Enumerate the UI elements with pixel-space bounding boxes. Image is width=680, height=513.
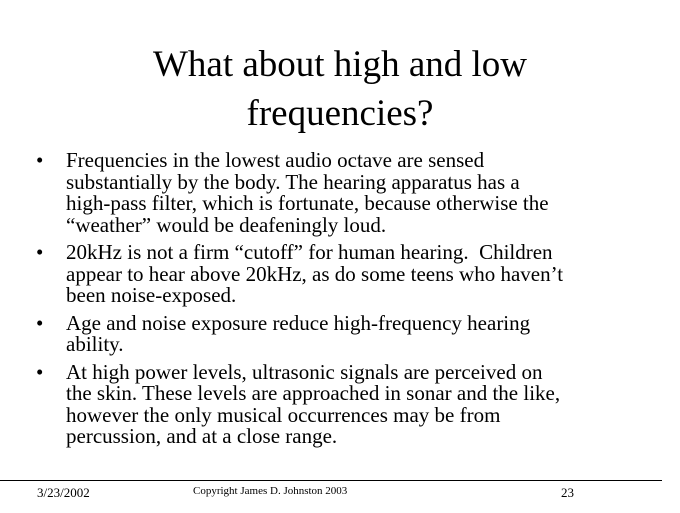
slide-title: [60, 40, 620, 138]
bullet-item-4: [36, 359, 646, 448]
bullet-list: [36, 150, 646, 454]
slide-title-line-2: frequencies?: [246, 93, 434, 134]
bullet-1-line-2: substantially by the body. The hearing apparatus has a: [66, 169, 520, 194]
bullet-1-line-4: “weather” would be deafeningly loud.: [66, 212, 387, 237]
bullet-4-line-1: At high power levels, ultrasonic signals are perceived on: [66, 359, 543, 384]
footer-page-number: 23: [561, 485, 574, 500]
bullet-item-2: [36, 242, 646, 307]
footer-date: 3/23/2002: [37, 485, 90, 500]
bullet-4-line-4: percussion, and at a close range.: [66, 424, 338, 448]
bullet-1-line-3: high-pass filter, which is fortunate, because otherwise the: [66, 191, 549, 215]
footer-divider: [0, 480, 662, 481]
bullet-2-line-3: been noise-exposed.: [66, 283, 237, 307]
bullet-dot-icon: •: [36, 240, 44, 264]
slide-title-line-1: What about high and low: [152, 44, 528, 85]
bullet-2-line-1: 20kHz is not a firm “cutoff” for human hearing. Children: [66, 240, 553, 264]
bullet-2-line-2: appear to hear above 20kHz, as do some teens who haven’t: [66, 261, 564, 286]
footer-copyright: Copyright James D. Johnston 2003: [193, 485, 348, 497]
bullet-dot-icon: •: [36, 359, 44, 384]
bullet-4-line-2: the skin. These levels are approached in sonar and the like,: [66, 381, 561, 405]
bullet-item-3: [36, 310, 646, 356]
bullet-1-line-1: Frequencies in the lowest audio octave are sensed: [66, 148, 485, 172]
bullet-3-line-2: ability.: [66, 332, 124, 356]
bullet-4-line-3: however the only musical occurrences may be from: [66, 402, 501, 427]
bullet-item-1: [36, 150, 646, 236]
bullet-dot-icon: •: [36, 148, 44, 172]
bullet-dot-icon: •: [36, 310, 44, 335]
bullet-3-line-1: Age and noise exposure reduce high-frequency hearing: [66, 310, 531, 335]
